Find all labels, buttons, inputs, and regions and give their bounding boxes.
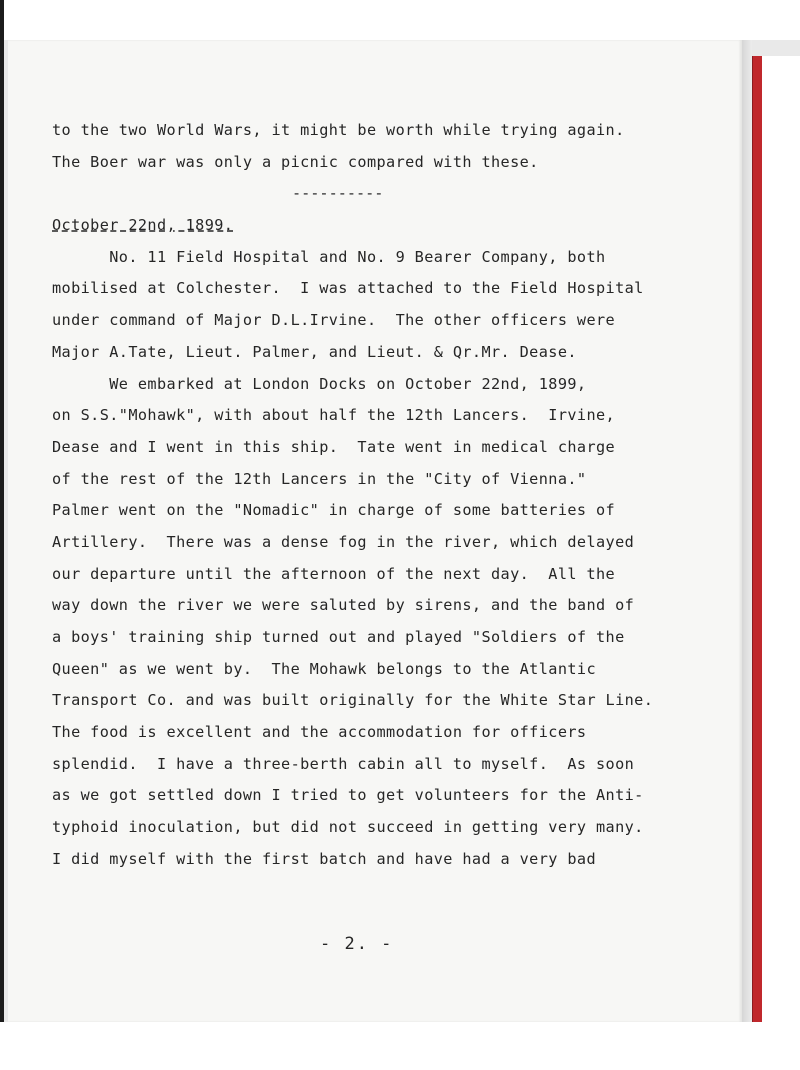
text-line: Artillery. There was a dense fog in the river, which delayed [52, 532, 635, 551]
page-edge-shadow [742, 40, 752, 1022]
text-line: The food is excellent and the accommodation for officers [52, 723, 587, 742]
text-line: a boys' training ship turned out and played "Soldiers of the [52, 628, 625, 646]
text-line: mobilised at Colchester. I was attached to the Field Hospital [52, 279, 644, 298]
scan-left-edge [0, 0, 4, 1070]
text-line: of the rest of the 12th Lancers in the "City of Vienna." [52, 469, 587, 488]
text-line: to the two World Wars, it might be worth while trying again. [52, 121, 625, 139]
text-line: Palmer went on the "Nomadic" in charge of some batteries of [52, 501, 616, 520]
text-line: on S.S."Mohawk", with about half the 12th Lancers. Irvine, [52, 406, 616, 425]
section-divider: ---------- [292, 184, 384, 203]
text-line: No. 11 Field Hospital and No. 9 Bearer Company, both [52, 247, 606, 266]
text-line: I did myself with the first batch and have had a very bad [52, 849, 596, 868]
text-line: as we got settled down I tried to get volunteers for the Anti- [52, 786, 644, 805]
text-line: our departure until the afternoon of the next day. All the [52, 564, 616, 583]
document-text [52, 115, 732, 876]
scan-bottom-margin [0, 1022, 800, 1070]
text-line: Major A.Tate, Lieut. Palmer, and Lieut. & Qr.Mr. Dease. [52, 342, 577, 361]
scan-top-margin [0, 0, 800, 40]
date-heading-text: October 22nd, 1899. [52, 216, 234, 235]
scan-right-margin [762, 56, 800, 1022]
text-line: typhoid inoculation, but did not succeed in getting very many. [52, 818, 644, 837]
text-line: splendid. I have a three-berth cabin all to myself. As soon [52, 754, 635, 773]
text-line: under command of Major D.L.Irvine. The other officers were [52, 311, 616, 330]
text-line: way down the river we were saluted by sirens, and the band of [52, 596, 635, 615]
date-heading [52, 210, 732, 242]
text-line: The Boer war was only a picnic compared with these. [52, 152, 539, 171]
text-line: Dease and I went in this ship. Tate went in medical charge [52, 437, 616, 456]
text-line: Queen" as we went by. The Mohawk belongs to the Atlantic [52, 659, 596, 678]
text-line: Transport Co. and was built originally for the White Star Line. [52, 691, 654, 710]
text-line: We embarked at London Docks on October 22nd, 1899, [52, 374, 587, 393]
page-number: - 2. - [320, 934, 394, 954]
